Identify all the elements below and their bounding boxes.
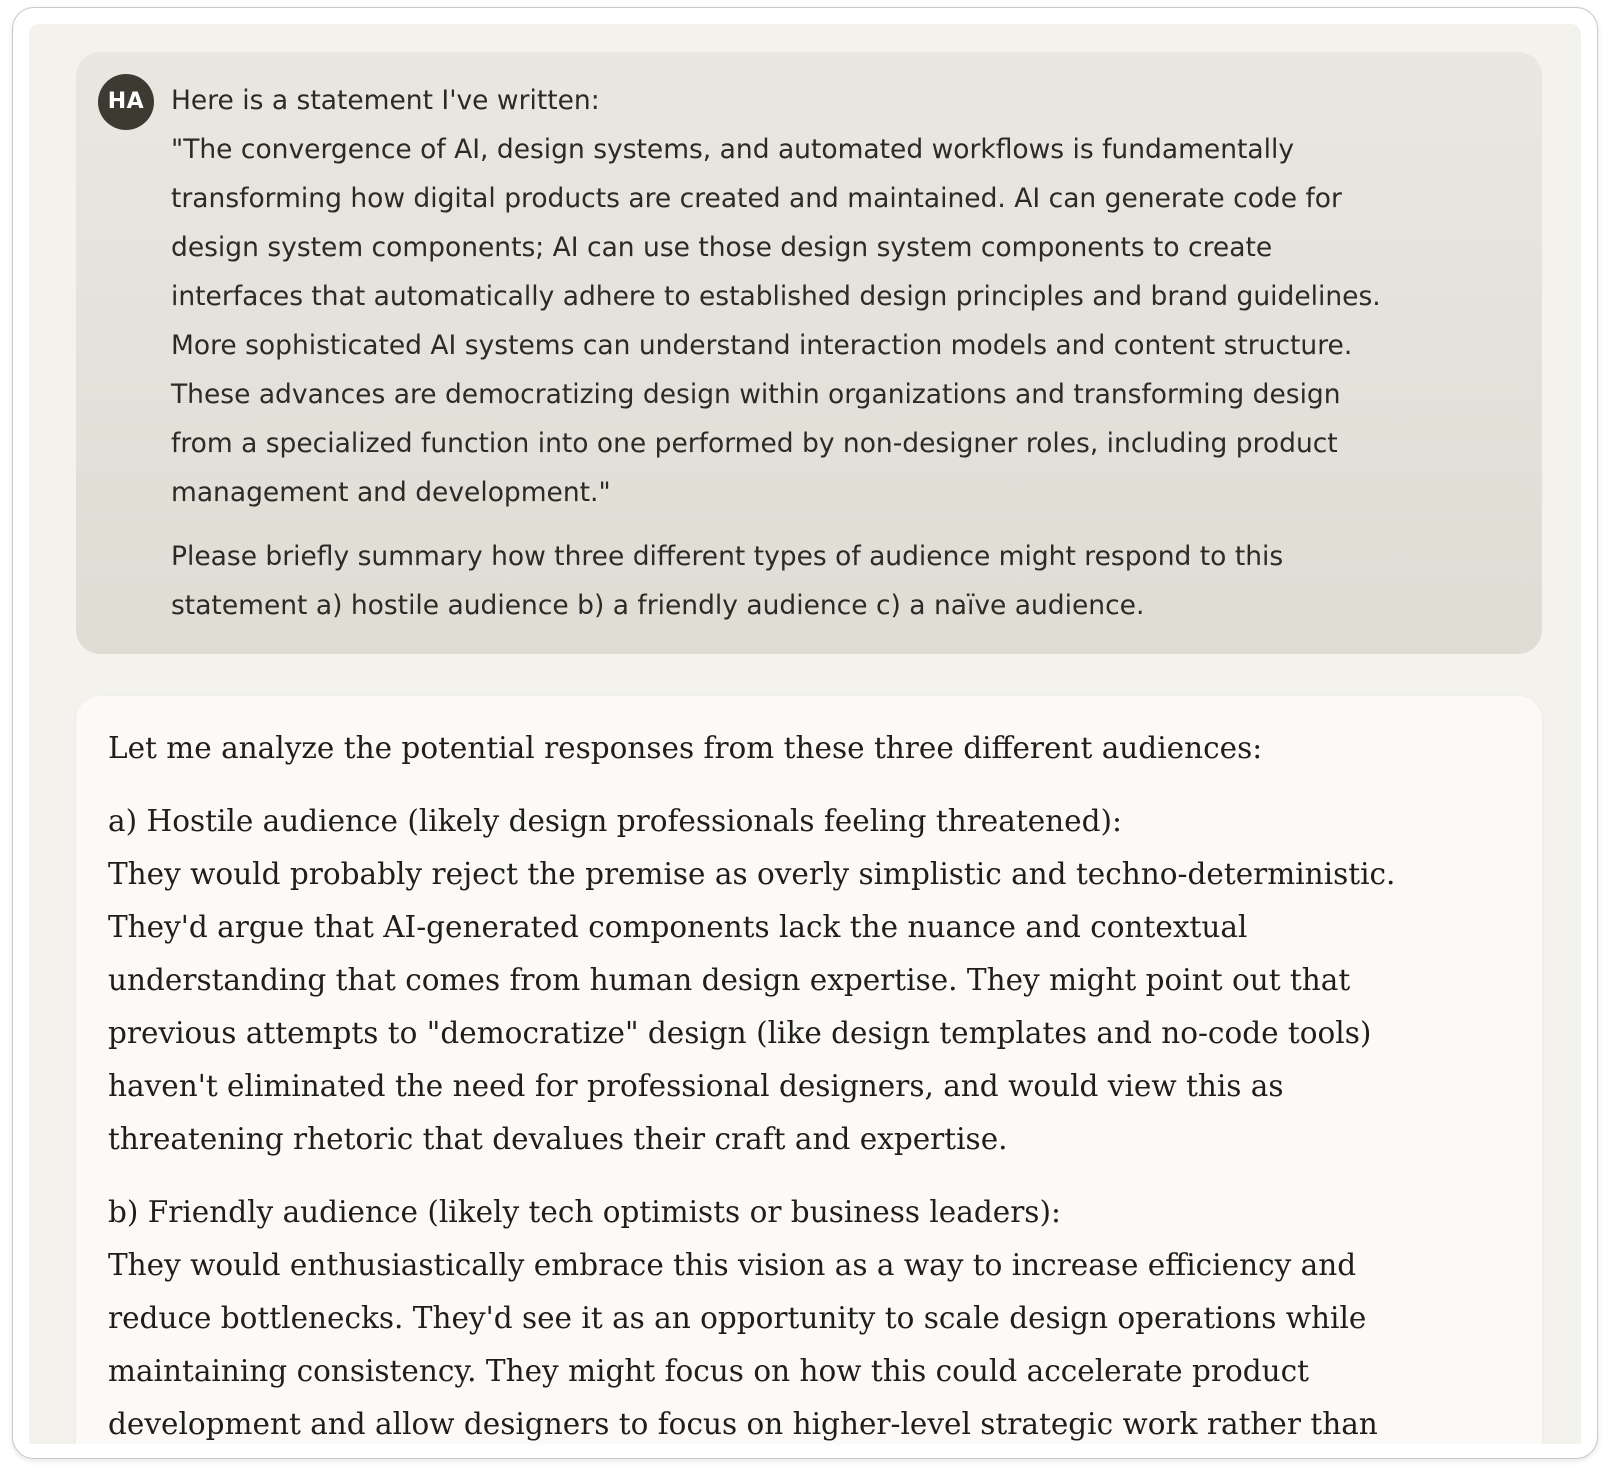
friendly-line: They would enthusiastically embrace this vision as a way to increase efficiency and [108,1248,1357,1282]
user-request-line: Please briefly summary how three different types of audience might respond to this [171,541,1284,572]
conversation-area[interactable] [29,24,1581,1444]
friendly-line: development and allow designers to focus on higher-level strategic work rather than [108,1407,1378,1441]
user-line: from a specialized function into one performed by non-designer roles, including product [171,428,1338,459]
hostile-line: threatening rhetoric that devalues their craft and expertise. [108,1122,1008,1156]
user-message [76,52,1542,654]
user-line: "The convergence of AI, design systems, and automated workflows is fundamentally [171,134,1295,165]
assistant-message-text [108,722,1428,1444]
user-request-line: statement a) hostile audience b) a friendly audience c) a naïve audience. [171,590,1145,621]
assistant-intro: Let me analyze the potential responses from these three different audiences: [108,731,1263,765]
user-line: These advances are democratizing design within organizations and transforming design [171,379,1341,410]
hostile-line: previous attempts to "democratize" design (like design templates and no-code tools) [108,1016,1372,1050]
user-avatar[interactable]: HA [98,74,154,130]
friendly-heading: b) Friendly audience (likely tech optimists or business leaders): [108,1195,1061,1229]
user-line: management and development." [171,477,611,508]
user-message-text [171,76,1511,630]
user-line: transforming how digital products are created and maintained. AI can generate code for [171,183,1342,214]
chat-window [12,7,1598,1459]
user-line: More sophisticated AI systems can understand interaction models and content structure. [171,330,1353,361]
assistant-message [76,696,1542,1444]
friendly-line: reduce bottlenecks. They'd see it as an opportunity to scale design operations while [108,1301,1367,1335]
user-line: Here is a statement I've written: [171,85,600,116]
user-line: interfaces that automatically adhere to established design principles and brand guidelines. [171,281,1381,312]
hostile-line: They would probably reject the premise as overly simplistic and techno-deterministic. [108,857,1396,891]
hostile-line: understanding that comes from human design expertise. They might point out that [108,963,1351,997]
friendly-line: maintaining consistency. They might focus on how this could accelerate product [108,1354,1309,1388]
user-line: design system components; AI can use those design system components to create [171,232,1273,263]
hostile-heading: a) Hostile audience (likely design professionals feeling threatened): [108,804,1122,838]
hostile-line: haven't eliminated the need for professional designers, and would view this as [108,1069,1284,1103]
hostile-line: They'd argue that AI-generated components lack the nuance and contextual [108,910,1248,944]
